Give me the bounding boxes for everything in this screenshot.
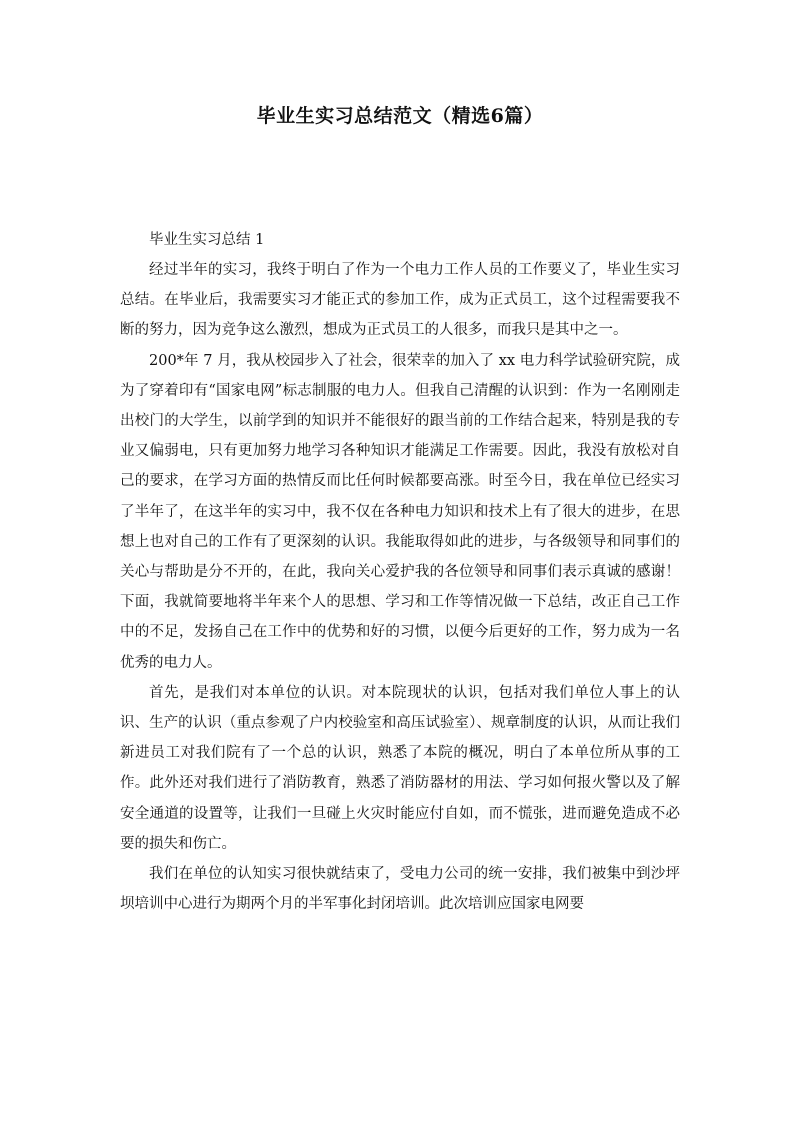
section-heading: 毕业生实习总结 1 xyxy=(149,232,265,248)
paragraph-2: 200*年 7 月，我从校园步入了社会，很荣幸的加入了 xx 电力科学试验研究院，成为了穿着印有“国家电网”标志制服的电力人。但我自己清醒的认识到：作为一名刚刚走出校门的大学生，以前学到的知识并不能很好的跟当前的工作结合起来，特别是我的专业又偏弱电，只有更加努力地学习各种知识才能满足工作需要。因此，我没有放松对自己的要求，在学习方面的热情反而比任何时候都要高涨。时至今日，我在单位已经实习了半年了，在这半年的实习中，我不仅在各种电力知识和技术上有了很大的进步，在思想上也对自己的工作有了更深刻的认识。我能取得如此的进步，与各级领导和同事们的关心与帮助是分不开的，在此，我向关心爱护我的各位领导和同事们表示真诚的感谢！下面，我就简要地将半年来个人的思想、学习和工作等情况做一下总结，改正自己工作中的不足，发扬自己在工作中的优势和好的习惯，以便今后更好的工作，努力成为一名优秀的电力人。 xyxy=(120,352,680,671)
document-title: 毕业生实习总结范文（精选6篇） xyxy=(256,105,544,127)
paragraph-4: 我们在单位的认知实习很快就结束了，受电力公司的统一安排，我们被集中到沙坪坝培训中心进行为期两个月的半军事化封闭培训。此次培训应国家电网要 xyxy=(120,866,680,913)
document-body xyxy=(120,225,680,919)
paragraph-1: 经过半年的实习，我终于明白了作为一个电力工作人员的工作要义了，毕业生实习总结。在毕业后，我需要实习才能正式的参加工作，成为正式员工，这个过程需要我不断的努力，因为竞争这么激烈，想成为正式员工的人很多，而我只是其中之一。 xyxy=(120,262,680,339)
paragraph-3: 首先，是我们对本单位的认识。对本院现状的认识，包括对我们单位人事上的认识、生产的认识（重点参观了户内校验室和高压试验室）、规章制度的认识，从而让我们新进员工对我们院有了一个总的认识，熟悉了本院的概况，明白了本单位所从事的工作。此外还对我们进行了消防教育，熟悉了消防器材的用法、学习如何报火警以及了解安全通道的设置等，让我们一旦碰上火灾时能应付自如，而不慌张，进而避免造成不必要的损失和伤亡。 xyxy=(120,684,680,852)
